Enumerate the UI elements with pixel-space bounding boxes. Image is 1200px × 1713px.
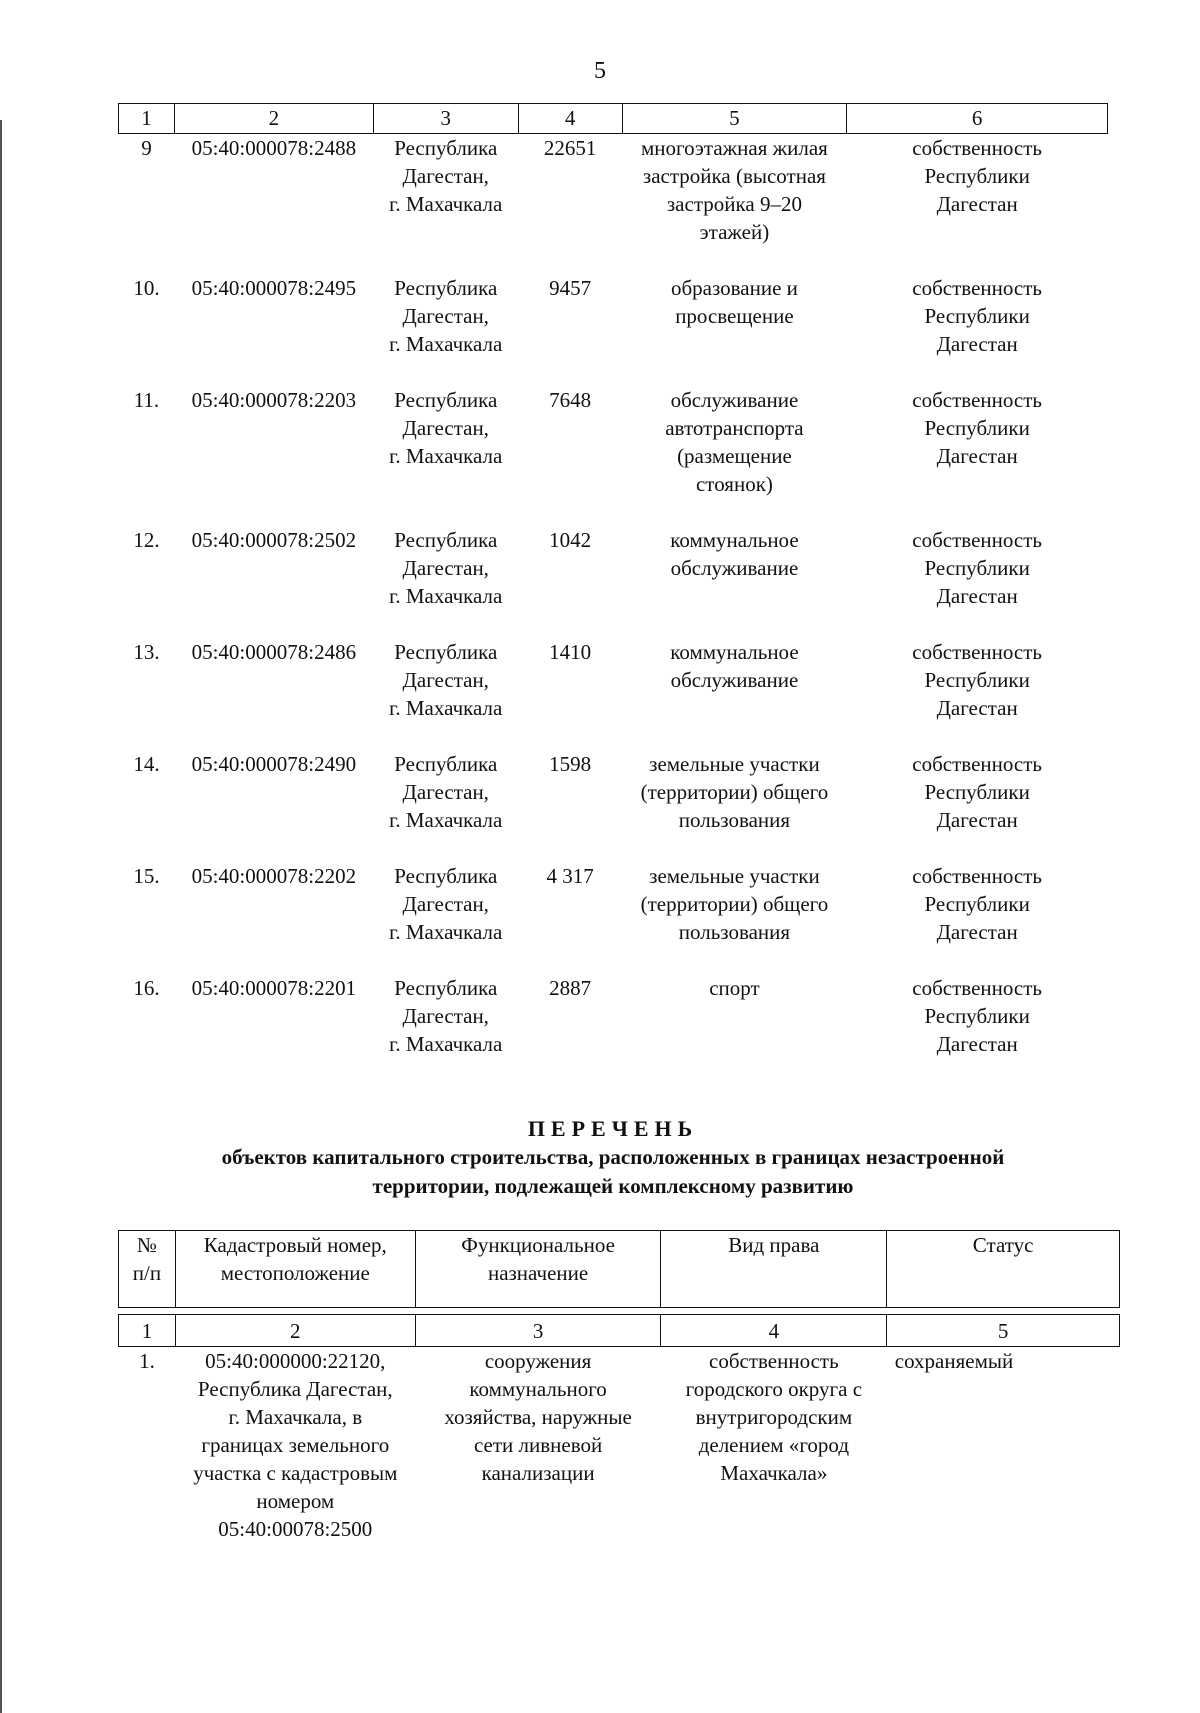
ownership-line: Республики — [924, 304, 1030, 328]
ownership-line: собственность — [912, 864, 1042, 888]
row-number: 9 — [141, 136, 152, 160]
land-use-line: пользования — [678, 808, 791, 832]
right-type-cell — [661, 1347, 887, 1544]
purpose-line: хозяйства, наружные — [444, 1405, 632, 1429]
column-index-cell: 2 — [174, 104, 373, 134]
purpose-line: коммунального — [469, 1377, 607, 1401]
purpose-cell — [415, 1347, 661, 1544]
cadastral-number: 05:40:000078:2488 — [191, 136, 357, 160]
cadastral-number: 05:40:000078:2201 — [191, 976, 357, 1000]
table2-header-row — [119, 1231, 1120, 1308]
ownership-line: собственность — [912, 136, 1042, 160]
ownership-line: Дагестан — [936, 584, 1018, 608]
cadastral-location-line: 05:40:000000:22120, — [205, 1349, 386, 1373]
cadastral-number: 05:40:000078:2502 — [191, 528, 357, 552]
cadastral-location-cell — [175, 1347, 415, 1544]
ownership-line: Республики — [924, 780, 1030, 804]
table2-index-row — [119, 1315, 1120, 1347]
column-header-line: Функциональное — [461, 1233, 615, 1257]
table-row — [119, 750, 1108, 862]
location-line: г. Махачкала — [389, 1032, 503, 1056]
cadastral-location-line: участка с кадастровым — [193, 1461, 398, 1485]
land-use-line: обслуживание — [670, 556, 799, 580]
cadastral-number: 05:40:000078:2202 — [191, 864, 357, 888]
scan-edge-line — [0, 120, 2, 1713]
right-type-line: делением «город — [698, 1433, 849, 1457]
location-line: Республика — [394, 640, 498, 664]
ownership-line: собственность — [912, 388, 1042, 412]
column-index-cell: 4 — [661, 1315, 887, 1347]
location-line: г. Махачкала — [389, 192, 503, 216]
location-line: Дагестан, — [402, 164, 489, 188]
location-line: Республика — [394, 388, 498, 412]
column-header — [415, 1231, 661, 1308]
column-header-line: местоположение — [220, 1261, 370, 1285]
ownership-cell — [847, 862, 1108, 974]
land-use-cell — [622, 134, 847, 275]
location-line: Дагестан, — [402, 416, 489, 440]
location-line: г. Махачкала — [389, 920, 503, 944]
ownership-cell — [847, 134, 1108, 275]
land-use-cell — [622, 638, 847, 750]
location-cell — [373, 386, 518, 526]
row-number: 1. — [139, 1349, 155, 1373]
location-cell — [373, 134, 518, 275]
spacer-cell — [119, 1308, 1120, 1315]
land-use-cell — [622, 750, 847, 862]
area-value: 4 317 — [546, 864, 594, 888]
ownership-line: Республики — [924, 1004, 1030, 1028]
ownership-cell — [847, 526, 1108, 638]
ownership-line: собственность — [912, 276, 1042, 300]
column-index-cell: 3 — [373, 104, 518, 134]
location-cell — [373, 862, 518, 974]
right-type-line: собственность — [709, 1349, 839, 1373]
area-value: 22651 — [543, 136, 597, 160]
table-row — [119, 526, 1108, 638]
purpose-line: сети ливневой — [473, 1433, 603, 1457]
cadastral-number: 05:40:000078:2495 — [191, 276, 357, 300]
location-line: Республика — [394, 528, 498, 552]
ownership-line: Республики — [924, 416, 1030, 440]
column-header — [661, 1231, 887, 1308]
location-line: г. Махачкала — [389, 332, 503, 356]
column-index-cell: 2 — [175, 1315, 415, 1347]
area-value: 1042 — [549, 528, 592, 552]
ownership-line: Дагестан — [936, 696, 1018, 720]
land-use-cell — [622, 386, 847, 526]
column-index-cell: 5 — [887, 1315, 1120, 1347]
land-use-line: коммунальное — [670, 640, 799, 664]
purpose-line: канализации — [481, 1461, 595, 1485]
location-cell — [373, 750, 518, 862]
area-value: 1410 — [549, 640, 592, 664]
heading-line-2: территории, подлежащей комплексному развитию — [372, 1174, 854, 1198]
location-line: Республика — [394, 136, 498, 160]
row-number: 12. — [133, 528, 160, 552]
area-value: 9457 — [549, 276, 592, 300]
cadastral-location-line: 05:40:00078:2500 — [218, 1517, 373, 1541]
location-cell — [373, 974, 518, 1086]
location-line: г. Махачкала — [389, 696, 503, 720]
cadastral-number: 05:40:000078:2203 — [191, 388, 357, 412]
table1-index-row — [119, 104, 1108, 134]
table-row — [119, 862, 1108, 974]
land-use-line: застройка 9–20 — [666, 192, 802, 216]
location-line: г. Махачкала — [389, 808, 503, 832]
column-header-line: Кадастровый номер, — [203, 1233, 387, 1257]
row-number: 11. — [133, 388, 160, 412]
column-header-line: п/п — [132, 1261, 162, 1285]
location-line: г. Махачкала — [389, 584, 503, 608]
ownership-cell — [847, 386, 1108, 526]
ownership-line: Дагестан — [936, 920, 1018, 944]
ownership-line: Дагестан — [936, 1032, 1018, 1056]
table-row — [119, 386, 1108, 526]
location-line: Дагестан, — [402, 304, 489, 328]
cadastral-number: 05:40:000078:2490 — [191, 752, 357, 776]
land-use-line: земельные участки — [649, 864, 820, 888]
land-use-line: стоянок) — [695, 472, 773, 496]
spacer-row — [119, 1308, 1120, 1315]
purpose-line: сооружения — [484, 1349, 592, 1373]
land-use-cell — [622, 274, 847, 386]
location-cell — [373, 638, 518, 750]
column-header — [119, 1231, 176, 1308]
ownership-line: Дагестан — [936, 808, 1018, 832]
right-type-line: Махачкала» — [720, 1461, 828, 1485]
land-use-line: этажей) — [699, 220, 770, 244]
column-index-cell: 1 — [119, 1315, 176, 1347]
cadastral-location-line: границах земельного — [201, 1433, 390, 1457]
land-use-line: обслуживание — [670, 668, 799, 692]
land-use-line: спорт — [709, 976, 760, 1000]
land-use-line: автотранспорта — [665, 416, 804, 440]
location-line: Республика — [394, 752, 498, 776]
table-row — [119, 134, 1108, 275]
right-type-line: городского округа с — [685, 1377, 863, 1401]
land-use-line: обслуживание — [670, 388, 799, 412]
land-use-line: коммунальное — [670, 528, 799, 552]
area-value: 7648 — [549, 388, 592, 412]
location-line: Дагестан, — [402, 1004, 489, 1028]
ownership-line: собственность — [912, 528, 1042, 552]
table-row — [119, 1347, 1120, 1544]
cadastral-number: 05:40:000078:2486 — [191, 640, 357, 664]
capital-objects-table — [118, 1230, 1120, 1543]
ownership-line: Республики — [924, 556, 1030, 580]
column-index-cell: 6 — [847, 104, 1108, 134]
land-use-cell — [622, 526, 847, 638]
column-header — [175, 1231, 415, 1308]
land-use-line: образование и — [670, 276, 798, 300]
land-use-line: застройка (высотная — [642, 164, 826, 188]
column-header-line: Статус — [972, 1233, 1034, 1257]
location-line: Республика — [394, 864, 498, 888]
location-line: Дагестан, — [402, 556, 489, 580]
ownership-line: Дагестан — [936, 332, 1018, 356]
heading-line-1: объектов капитального строительства, расположенных в границах незастроенной — [221, 1145, 1005, 1169]
column-index-cell: 3 — [415, 1315, 661, 1347]
column-index-cell: 1 — [119, 104, 175, 134]
land-use-line: (территории) общего — [640, 780, 829, 804]
row-number: 13. — [133, 640, 160, 664]
table-row — [119, 274, 1108, 386]
ownership-line: Дагестан — [936, 192, 1018, 216]
ownership-line: собственность — [912, 752, 1042, 776]
location-cell — [373, 526, 518, 638]
ownership-line: Республики — [924, 892, 1030, 916]
land-plots-table — [118, 103, 1108, 1086]
area-value: 2887 — [549, 976, 592, 1000]
location-line: Дагестан, — [402, 892, 489, 916]
section-heading — [118, 1114, 1108, 1201]
land-use-line: земельные участки — [649, 752, 820, 776]
table-row — [119, 974, 1108, 1086]
column-index-cell: 4 — [518, 104, 622, 134]
status-cell: сохраняемый — [894, 1349, 1014, 1373]
ownership-line: Дагестан — [936, 444, 1018, 468]
heading-title: ПЕРЕЧЕНЬ — [527, 1116, 699, 1141]
ownership-cell — [847, 750, 1108, 862]
land-use-cell — [622, 862, 847, 974]
row-number: 15. — [133, 864, 160, 888]
right-type-line: внутригородским — [695, 1405, 853, 1429]
ownership-line: собственность — [912, 976, 1042, 1000]
ownership-line: Республики — [924, 164, 1030, 188]
ownership-cell — [847, 274, 1108, 386]
land-use-line: многоэтажная жилая — [641, 136, 828, 160]
location-cell — [373, 274, 518, 386]
ownership-cell — [847, 974, 1108, 1086]
cadastral-location-line: Республика Дагестан, — [197, 1377, 393, 1401]
location-line: г. Махачкала — [389, 444, 503, 468]
ownership-line: собственность — [912, 640, 1042, 664]
column-header-line: № — [136, 1233, 157, 1257]
location-line: Дагестан, — [402, 780, 489, 804]
column-header-line: Вид права — [728, 1233, 820, 1257]
land-use-line: просвещение — [675, 304, 794, 328]
location-line: Республика — [394, 976, 498, 1000]
location-line: Дагестан, — [402, 668, 489, 692]
row-number: 16. — [133, 976, 160, 1000]
land-use-line: (размещение — [677, 444, 792, 468]
ownership-cell — [847, 638, 1108, 750]
column-header-line: назначение — [487, 1261, 589, 1285]
column-index-cell: 5 — [622, 104, 847, 134]
page-number: 5 — [594, 58, 606, 84]
column-header — [887, 1231, 1120, 1308]
land-use-line: (территории) общего — [640, 892, 829, 916]
land-use-line: пользования — [678, 920, 791, 944]
area-value: 1598 — [549, 752, 592, 776]
ownership-line: Республики — [924, 668, 1030, 692]
location-line: Республика — [394, 276, 498, 300]
cadastral-location-line: номером — [256, 1489, 335, 1513]
table-row — [119, 638, 1108, 750]
row-number: 14. — [133, 752, 160, 776]
cadastral-location-line: г. Махачкала, в — [228, 1405, 363, 1429]
row-number: 10. — [133, 276, 160, 300]
land-use-cell — [622, 974, 847, 1086]
